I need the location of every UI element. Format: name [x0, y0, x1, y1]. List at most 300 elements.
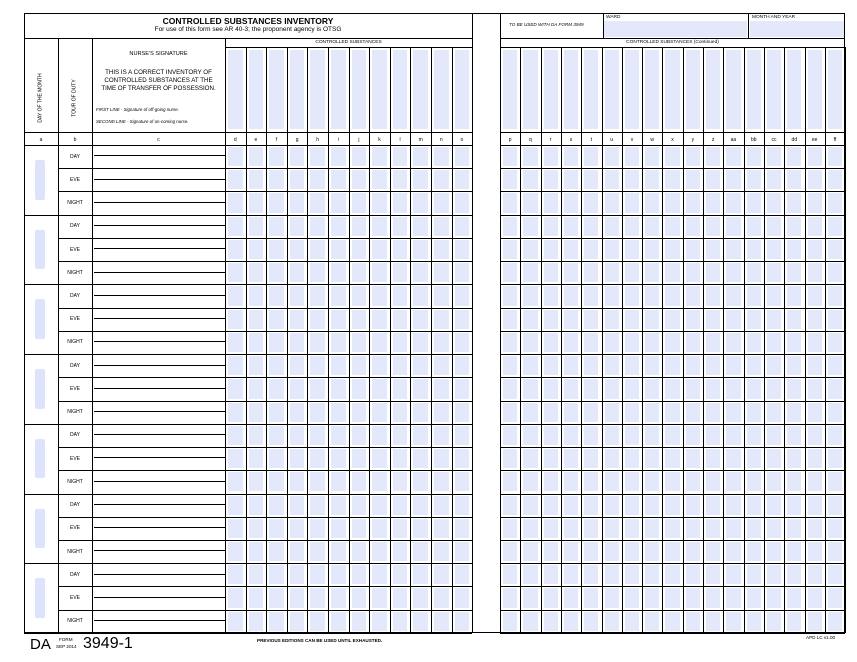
left-substance-cell[interactable] — [269, 496, 284, 515]
left-substance-cell[interactable] — [331, 193, 346, 212]
left-substance-cell[interactable] — [249, 565, 264, 584]
left-substance-header-fill[interactable] — [269, 50, 284, 129]
right-substance-cell[interactable] — [747, 496, 761, 515]
right-substance-cell[interactable] — [625, 496, 639, 515]
left-substance-cell[interactable] — [228, 170, 243, 189]
right-substance-cell[interactable] — [808, 240, 822, 259]
right-substance-cell[interactable] — [726, 286, 740, 305]
right-substance-cell[interactable] — [828, 170, 842, 189]
right-substance-cell[interactable] — [767, 310, 781, 329]
right-substance-cell[interactable] — [625, 519, 639, 538]
right-substance-header-fill[interactable] — [665, 50, 679, 129]
right-substance-cell[interactable] — [787, 472, 801, 491]
left-substance-cell[interactable] — [269, 310, 284, 329]
left-substance-cell[interactable] — [352, 310, 367, 329]
signature-line-off-going[interactable] — [94, 434, 225, 435]
left-substance-cell[interactable] — [434, 472, 449, 491]
right-substance-cell[interactable] — [767, 193, 781, 212]
right-substance-cell[interactable] — [625, 472, 639, 491]
right-substance-cell[interactable] — [625, 333, 639, 352]
left-substance-header-fill[interactable] — [393, 50, 408, 129]
left-substance-cell[interactable] — [455, 542, 470, 561]
right-substance-cell[interactable] — [605, 217, 619, 236]
right-substance-cell[interactable] — [584, 286, 598, 305]
right-substance-cell[interactable] — [747, 519, 761, 538]
right-substance-cell[interactable] — [625, 286, 639, 305]
left-substance-cell[interactable] — [310, 519, 325, 538]
right-substance-cell[interactable] — [564, 193, 578, 212]
left-substance-cell[interactable] — [434, 240, 449, 259]
right-substance-cell[interactable] — [625, 217, 639, 236]
left-substance-cell[interactable] — [434, 286, 449, 305]
signature-line-off-going[interactable] — [94, 341, 225, 342]
day-of-month-field[interactable] — [35, 439, 45, 479]
right-substance-cell[interactable] — [645, 403, 659, 422]
left-substance-cell[interactable] — [310, 356, 325, 375]
right-substance-cell[interactable] — [523, 426, 537, 445]
right-substance-cell[interactable] — [808, 193, 822, 212]
right-substance-cell[interactable] — [686, 449, 700, 468]
right-substance-cell[interactable] — [686, 519, 700, 538]
right-substance-cell[interactable] — [828, 612, 842, 631]
right-substance-cell[interactable] — [706, 310, 720, 329]
right-substance-cell[interactable] — [767, 426, 781, 445]
day-of-month-field[interactable] — [35, 160, 45, 200]
left-substance-cell[interactable] — [455, 263, 470, 282]
right-substance-cell[interactable] — [686, 565, 700, 584]
left-substance-cell[interactable] — [290, 403, 305, 422]
left-substance-cell[interactable] — [413, 565, 428, 584]
right-substance-cell[interactable] — [544, 263, 558, 282]
left-substance-cell[interactable] — [372, 403, 387, 422]
left-substance-cell[interactable] — [228, 217, 243, 236]
right-substance-cell[interactable] — [564, 612, 578, 631]
right-substance-cell[interactable] — [605, 449, 619, 468]
left-substance-cell[interactable] — [249, 333, 264, 352]
right-substance-cell[interactable] — [726, 147, 740, 166]
right-substance-cell[interactable] — [828, 240, 842, 259]
left-substance-cell[interactable] — [434, 403, 449, 422]
right-substance-cell[interactable] — [523, 496, 537, 515]
left-substance-cell[interactable] — [228, 542, 243, 561]
left-substance-cell[interactable] — [290, 519, 305, 538]
left-substance-cell[interactable] — [331, 472, 346, 491]
left-substance-cell[interactable] — [228, 147, 243, 166]
right-substance-cell[interactable] — [544, 449, 558, 468]
right-substance-cell[interactable] — [503, 403, 517, 422]
right-substance-cell[interactable] — [787, 565, 801, 584]
left-substance-cell[interactable] — [455, 449, 470, 468]
left-substance-cell[interactable] — [331, 310, 346, 329]
left-substance-cell[interactable] — [455, 519, 470, 538]
right-substance-cell[interactable] — [828, 263, 842, 282]
right-substance-cell[interactable] — [645, 449, 659, 468]
left-substance-cell[interactable] — [434, 449, 449, 468]
right-substance-cell[interactable] — [808, 263, 822, 282]
right-substance-cell[interactable] — [787, 449, 801, 468]
right-substance-cell[interactable] — [706, 496, 720, 515]
left-substance-cell[interactable] — [249, 403, 264, 422]
right-substance-cell[interactable] — [787, 193, 801, 212]
right-substance-cell[interactable] — [686, 147, 700, 166]
right-substance-cell[interactable] — [564, 519, 578, 538]
left-substance-cell[interactable] — [393, 519, 408, 538]
right-substance-cell[interactable] — [706, 449, 720, 468]
left-substance-cell[interactable] — [290, 286, 305, 305]
left-substance-cell[interactable] — [310, 170, 325, 189]
right-substance-cell[interactable] — [787, 542, 801, 561]
left-substance-cell[interactable] — [393, 426, 408, 445]
left-substance-cell[interactable] — [372, 426, 387, 445]
right-substance-cell[interactable] — [665, 565, 679, 584]
left-substance-cell[interactable] — [290, 147, 305, 166]
left-substance-cell[interactable] — [331, 286, 346, 305]
left-substance-cell[interactable] — [310, 217, 325, 236]
right-substance-cell[interactable] — [828, 403, 842, 422]
left-substance-cell[interactable] — [310, 542, 325, 561]
right-substance-cell[interactable] — [686, 263, 700, 282]
right-substance-cell[interactable] — [808, 588, 822, 607]
right-substance-cell[interactable] — [686, 193, 700, 212]
left-substance-cell[interactable] — [372, 356, 387, 375]
left-substance-cell[interactable] — [331, 588, 346, 607]
left-substance-cell[interactable] — [455, 147, 470, 166]
signature-line-off-going[interactable] — [94, 388, 225, 389]
right-substance-cell[interactable] — [726, 496, 740, 515]
right-substance-cell[interactable] — [726, 240, 740, 259]
right-substance-cell[interactable] — [767, 403, 781, 422]
left-substance-cell[interactable] — [372, 588, 387, 607]
left-substance-header-fill[interactable] — [372, 50, 387, 129]
left-substance-cell[interactable] — [228, 565, 243, 584]
right-substance-cell[interactable] — [808, 565, 822, 584]
right-substance-cell[interactable] — [503, 147, 517, 166]
left-substance-cell[interactable] — [228, 496, 243, 515]
right-substance-cell[interactable] — [564, 263, 578, 282]
left-substance-cell[interactable] — [372, 496, 387, 515]
right-substance-cell[interactable] — [767, 286, 781, 305]
right-substance-header-fill[interactable] — [747, 50, 761, 129]
right-substance-cell[interactable] — [605, 496, 619, 515]
signature-line-off-going[interactable] — [94, 318, 225, 319]
right-substance-cell[interactable] — [828, 565, 842, 584]
right-substance-cell[interactable] — [645, 542, 659, 561]
left-substance-cell[interactable] — [372, 565, 387, 584]
right-substance-cell[interactable] — [584, 496, 598, 515]
left-substance-cell[interactable] — [413, 588, 428, 607]
left-substance-cell[interactable] — [310, 263, 325, 282]
right-substance-cell[interactable] — [665, 426, 679, 445]
left-substance-cell[interactable] — [290, 217, 305, 236]
signature-line-off-going[interactable] — [94, 550, 225, 551]
right-substance-header-fill[interactable] — [706, 50, 720, 129]
left-substance-cell[interactable] — [455, 333, 470, 352]
right-substance-cell[interactable] — [747, 147, 761, 166]
left-substance-header-fill[interactable] — [310, 50, 325, 129]
left-substance-cell[interactable] — [269, 333, 284, 352]
left-substance-cell[interactable] — [413, 147, 428, 166]
left-substance-cell[interactable] — [434, 542, 449, 561]
right-substance-cell[interactable] — [523, 170, 537, 189]
right-substance-cell[interactable] — [605, 240, 619, 259]
left-substance-cell[interactable] — [310, 426, 325, 445]
right-substance-cell[interactable] — [584, 333, 598, 352]
left-substance-cell[interactable] — [310, 472, 325, 491]
signature-line-off-going[interactable] — [94, 225, 225, 226]
right-substance-cell[interactable] — [726, 310, 740, 329]
signature-line-off-going[interactable] — [94, 248, 225, 249]
right-substance-cell[interactable] — [747, 356, 761, 375]
left-substance-header-fill[interactable] — [331, 50, 346, 129]
right-substance-cell[interactable] — [544, 170, 558, 189]
right-substance-cell[interactable] — [706, 519, 720, 538]
right-substance-cell[interactable] — [625, 147, 639, 166]
right-substance-cell[interactable] — [665, 310, 679, 329]
left-substance-cell[interactable] — [393, 588, 408, 607]
right-substance-cell[interactable] — [726, 403, 740, 422]
left-substance-cell[interactable] — [352, 449, 367, 468]
left-substance-cell[interactable] — [269, 588, 284, 607]
right-substance-cell[interactable] — [564, 403, 578, 422]
left-substance-cell[interactable] — [310, 565, 325, 584]
right-substance-header-fill[interactable] — [686, 50, 700, 129]
right-substance-cell[interactable] — [686, 403, 700, 422]
right-substance-cell[interactable] — [605, 333, 619, 352]
right-substance-cell[interactable] — [625, 542, 639, 561]
right-substance-cell[interactable] — [523, 472, 537, 491]
left-substance-cell[interactable] — [290, 426, 305, 445]
right-substance-cell[interactable] — [564, 240, 578, 259]
right-substance-cell[interactable] — [564, 170, 578, 189]
left-substance-cell[interactable] — [228, 240, 243, 259]
right-substance-cell[interactable] — [767, 542, 781, 561]
right-substance-cell[interactable] — [828, 286, 842, 305]
left-substance-cell[interactable] — [352, 472, 367, 491]
left-substance-cell[interactable] — [413, 286, 428, 305]
right-substance-cell[interactable] — [787, 286, 801, 305]
right-substance-cell[interactable] — [747, 240, 761, 259]
left-substance-header-fill[interactable] — [352, 50, 367, 129]
right-substance-cell[interactable] — [625, 193, 639, 212]
left-substance-cell[interactable] — [393, 496, 408, 515]
right-substance-cell[interactable] — [767, 170, 781, 189]
right-substance-cell[interactable] — [605, 612, 619, 631]
left-substance-cell[interactable] — [269, 147, 284, 166]
right-substance-header-fill[interactable] — [726, 50, 740, 129]
right-substance-cell[interactable] — [503, 519, 517, 538]
left-substance-cell[interactable] — [393, 263, 408, 282]
left-substance-cell[interactable] — [372, 472, 387, 491]
left-substance-cell[interactable] — [331, 379, 346, 398]
left-substance-cell[interactable] — [331, 333, 346, 352]
right-substance-cell[interactable] — [686, 170, 700, 189]
right-substance-cell[interactable] — [767, 333, 781, 352]
right-substance-cell[interactable] — [584, 379, 598, 398]
right-substance-cell[interactable] — [523, 449, 537, 468]
left-substance-cell[interactable] — [290, 542, 305, 561]
right-substance-cell[interactable] — [808, 310, 822, 329]
right-substance-cell[interactable] — [544, 403, 558, 422]
left-substance-cell[interactable] — [352, 240, 367, 259]
right-substance-header-fill[interactable] — [645, 50, 659, 129]
left-substance-cell[interactable] — [372, 263, 387, 282]
left-substance-cell[interactable] — [434, 519, 449, 538]
left-substance-cell[interactable] — [455, 356, 470, 375]
right-substance-cell[interactable] — [828, 379, 842, 398]
right-substance-cell[interactable] — [808, 217, 822, 236]
right-substance-cell[interactable] — [686, 472, 700, 491]
right-substance-cell[interactable] — [544, 588, 558, 607]
right-substance-cell[interactable] — [686, 426, 700, 445]
right-substance-cell[interactable] — [503, 263, 517, 282]
left-substance-cell[interactable] — [249, 449, 264, 468]
right-substance-cell[interactable] — [747, 472, 761, 491]
left-substance-cell[interactable] — [331, 565, 346, 584]
left-substance-cell[interactable] — [310, 612, 325, 631]
right-substance-cell[interactable] — [564, 310, 578, 329]
right-substance-cell[interactable] — [665, 333, 679, 352]
right-substance-cell[interactable] — [726, 217, 740, 236]
right-substance-cell[interactable] — [584, 612, 598, 631]
right-substance-cell[interactable] — [787, 333, 801, 352]
right-substance-cell[interactable] — [605, 426, 619, 445]
left-substance-cell[interactable] — [455, 170, 470, 189]
signature-line-off-going[interactable] — [94, 527, 225, 528]
left-substance-cell[interactable] — [372, 170, 387, 189]
right-substance-cell[interactable] — [808, 170, 822, 189]
right-substance-cell[interactable] — [564, 496, 578, 515]
left-substance-cell[interactable] — [269, 426, 284, 445]
left-substance-cell[interactable] — [249, 542, 264, 561]
right-substance-header-fill[interactable] — [828, 50, 842, 129]
left-substance-cell[interactable] — [413, 193, 428, 212]
right-substance-cell[interactable] — [706, 588, 720, 607]
right-substance-cell[interactable] — [706, 147, 720, 166]
left-substance-cell[interactable] — [413, 426, 428, 445]
left-substance-cell[interactable] — [269, 542, 284, 561]
left-substance-cell[interactable] — [455, 379, 470, 398]
left-substance-cell[interactable] — [269, 565, 284, 584]
left-substance-cell[interactable] — [413, 379, 428, 398]
left-substance-cell[interactable] — [269, 403, 284, 422]
right-substance-cell[interactable] — [665, 286, 679, 305]
right-substance-cell[interactable] — [645, 147, 659, 166]
left-substance-cell[interactable] — [434, 147, 449, 166]
left-substance-cell[interactable] — [228, 588, 243, 607]
right-substance-cell[interactable] — [706, 333, 720, 352]
right-substance-cell[interactable] — [605, 588, 619, 607]
right-substance-cell[interactable] — [544, 612, 558, 631]
right-substance-cell[interactable] — [584, 193, 598, 212]
left-substance-cell[interactable] — [249, 356, 264, 375]
right-substance-cell[interactable] — [625, 310, 639, 329]
left-substance-cell[interactable] — [413, 356, 428, 375]
right-substance-cell[interactable] — [564, 147, 578, 166]
left-substance-header-fill[interactable] — [290, 50, 305, 129]
left-substance-cell[interactable] — [352, 217, 367, 236]
right-substance-cell[interactable] — [706, 472, 720, 491]
right-substance-cell[interactable] — [808, 426, 822, 445]
left-substance-cell[interactable] — [413, 472, 428, 491]
left-substance-cell[interactable] — [331, 542, 346, 561]
left-substance-cell[interactable] — [290, 333, 305, 352]
left-substance-cell[interactable] — [393, 310, 408, 329]
right-substance-cell[interactable] — [523, 310, 537, 329]
right-substance-cell[interactable] — [808, 449, 822, 468]
signature-line-off-going[interactable] — [94, 411, 225, 412]
right-substance-cell[interactable] — [828, 193, 842, 212]
right-substance-cell[interactable] — [726, 449, 740, 468]
left-substance-cell[interactable] — [455, 472, 470, 491]
right-substance-cell[interactable] — [726, 612, 740, 631]
right-substance-cell[interactable] — [645, 217, 659, 236]
right-substance-cell[interactable] — [808, 379, 822, 398]
signature-line-off-going[interactable] — [94, 620, 225, 621]
right-substance-cell[interactable] — [747, 565, 761, 584]
left-substance-cell[interactable] — [269, 356, 284, 375]
signature-line-off-going[interactable] — [94, 574, 225, 575]
right-substance-cell[interactable] — [747, 170, 761, 189]
right-substance-cell[interactable] — [605, 310, 619, 329]
left-substance-cell[interactable] — [372, 310, 387, 329]
right-substance-cell[interactable] — [584, 147, 598, 166]
left-substance-cell[interactable] — [352, 379, 367, 398]
left-substance-cell[interactable] — [331, 217, 346, 236]
right-substance-cell[interactable] — [625, 263, 639, 282]
right-substance-cell[interactable] — [767, 240, 781, 259]
signature-line-off-going[interactable] — [94, 272, 225, 273]
right-substance-cell[interactable] — [828, 588, 842, 607]
right-substance-cell[interactable] — [706, 542, 720, 561]
right-substance-cell[interactable] — [808, 612, 822, 631]
left-substance-cell[interactable] — [393, 565, 408, 584]
right-substance-cell[interactable] — [584, 170, 598, 189]
right-substance-cell[interactable] — [523, 356, 537, 375]
left-substance-cell[interactable] — [434, 310, 449, 329]
right-substance-cell[interactable] — [747, 403, 761, 422]
right-substance-cell[interactable] — [767, 565, 781, 584]
left-substance-cell[interactable] — [372, 147, 387, 166]
left-substance-cell[interactable] — [413, 240, 428, 259]
right-substance-cell[interactable] — [625, 588, 639, 607]
left-substance-cell[interactable] — [290, 588, 305, 607]
signature-line-off-going[interactable] — [94, 155, 225, 156]
right-substance-cell[interactable] — [544, 379, 558, 398]
right-substance-cell[interactable] — [787, 263, 801, 282]
left-substance-cell[interactable] — [413, 310, 428, 329]
left-substance-cell[interactable] — [413, 217, 428, 236]
right-substance-cell[interactable] — [747, 263, 761, 282]
left-substance-cell[interactable] — [249, 379, 264, 398]
right-substance-cell[interactable] — [747, 542, 761, 561]
right-substance-cell[interactable] — [665, 496, 679, 515]
left-substance-header-fill[interactable] — [413, 50, 428, 129]
right-substance-cell[interactable] — [747, 426, 761, 445]
right-substance-cell[interactable] — [544, 240, 558, 259]
right-substance-cell[interactable] — [686, 356, 700, 375]
right-substance-cell[interactable] — [726, 333, 740, 352]
left-substance-cell[interactable] — [290, 565, 305, 584]
right-substance-header-fill[interactable] — [584, 50, 598, 129]
right-substance-cell[interactable] — [787, 240, 801, 259]
right-substance-cell[interactable] — [767, 379, 781, 398]
right-substance-cell[interactable] — [828, 147, 842, 166]
left-substance-cell[interactable] — [331, 263, 346, 282]
left-substance-cell[interactable] — [331, 449, 346, 468]
right-substance-cell[interactable] — [706, 217, 720, 236]
right-substance-cell[interactable] — [645, 565, 659, 584]
left-substance-cell[interactable] — [228, 403, 243, 422]
